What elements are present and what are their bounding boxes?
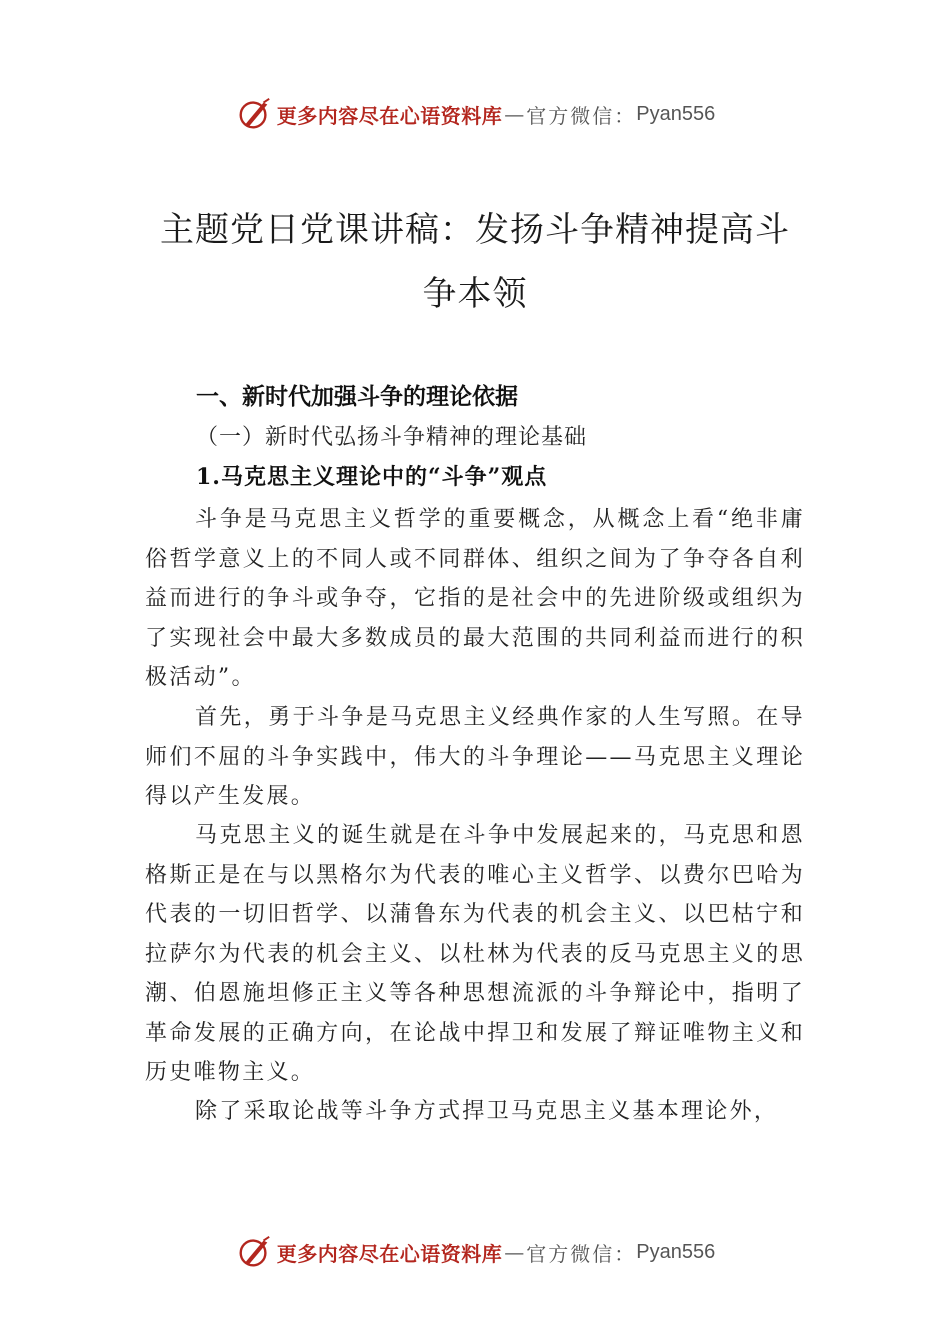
banner-dash: — [504,1240,525,1264]
banner-promo-text: 更多内容尽在心语资料库 [276,103,503,128]
title-line-1: 主题党日党课讲稿：发扬斗争精神提高斗 [160,210,790,250]
body-paragraph: 斗争是马克思主义哲学的重要概念，从概念上看“绝非庸俗哲学意义上的不同人或不同群体、组织之间为了争夺各自利益而进行的争斗或争夺，它指的是社会中的先进阶级或组织为了实现社会中最大多数成员的最大范围的共同利益而进行的积极活动”。 [145,507,805,690]
banner-wechat-id: Pyan556 [636,1240,716,1263]
title-line-2: 争本领 [422,274,528,314]
quill-pen-logo-icon [235,1233,273,1271]
banner-wechat-id: Pyan556 [636,102,716,125]
banner-promo-text: 更多内容尽在心语资料库 [276,1241,503,1266]
quill-pen-logo-icon [235,95,273,133]
body-paragraph: 除了采取论战等斗争方式捍卫马克思主义基本理论外， [195,1099,779,1124]
banner-wechat-label: 官方微信： [526,103,637,128]
body-paragraph: 马克思主义的诞生就是在斗争中发展起来的，马克思和恩格斯正是在与以黑格尔为代表的唯心主义哲学、以费尔巴哈为代表的一切旧哲学、以蒲鲁东为代表的机会主义、以巴枯宁和拉萨尔为代表的机会主义、以杜林为代表的反马克思主义的思潮、伯恩施坦修正主义等各种思想流派的斗争辩论中，指明了革命发展的正确方向，在论战中捍卫和发展了辩证唯物主义和历史唯物主义。 [145,823,805,1085]
section-heading: 一、新时代加强斗争的理论依据 [196,384,518,410]
body-paragraph: 首先，勇于斗争是马克思主义经典作家的人生写照。在导师们不屈的斗争实践中，伟大的斗争理论——马克思主义理论得以产生发展。 [145,705,805,809]
header-watermark-banner [0,94,950,134]
sub-subsection-heading: 1.马克思主义理论中的“斗争”观点 [196,464,548,490]
footer-watermark-banner [0,1232,950,1272]
banner-wechat-label: 官方微信： [526,1241,637,1266]
subsection-heading: （一）新时代弘扬斗争精神的理论基础 [196,425,588,450]
banner-dash: — [504,102,525,126]
page-title [145,198,805,326]
